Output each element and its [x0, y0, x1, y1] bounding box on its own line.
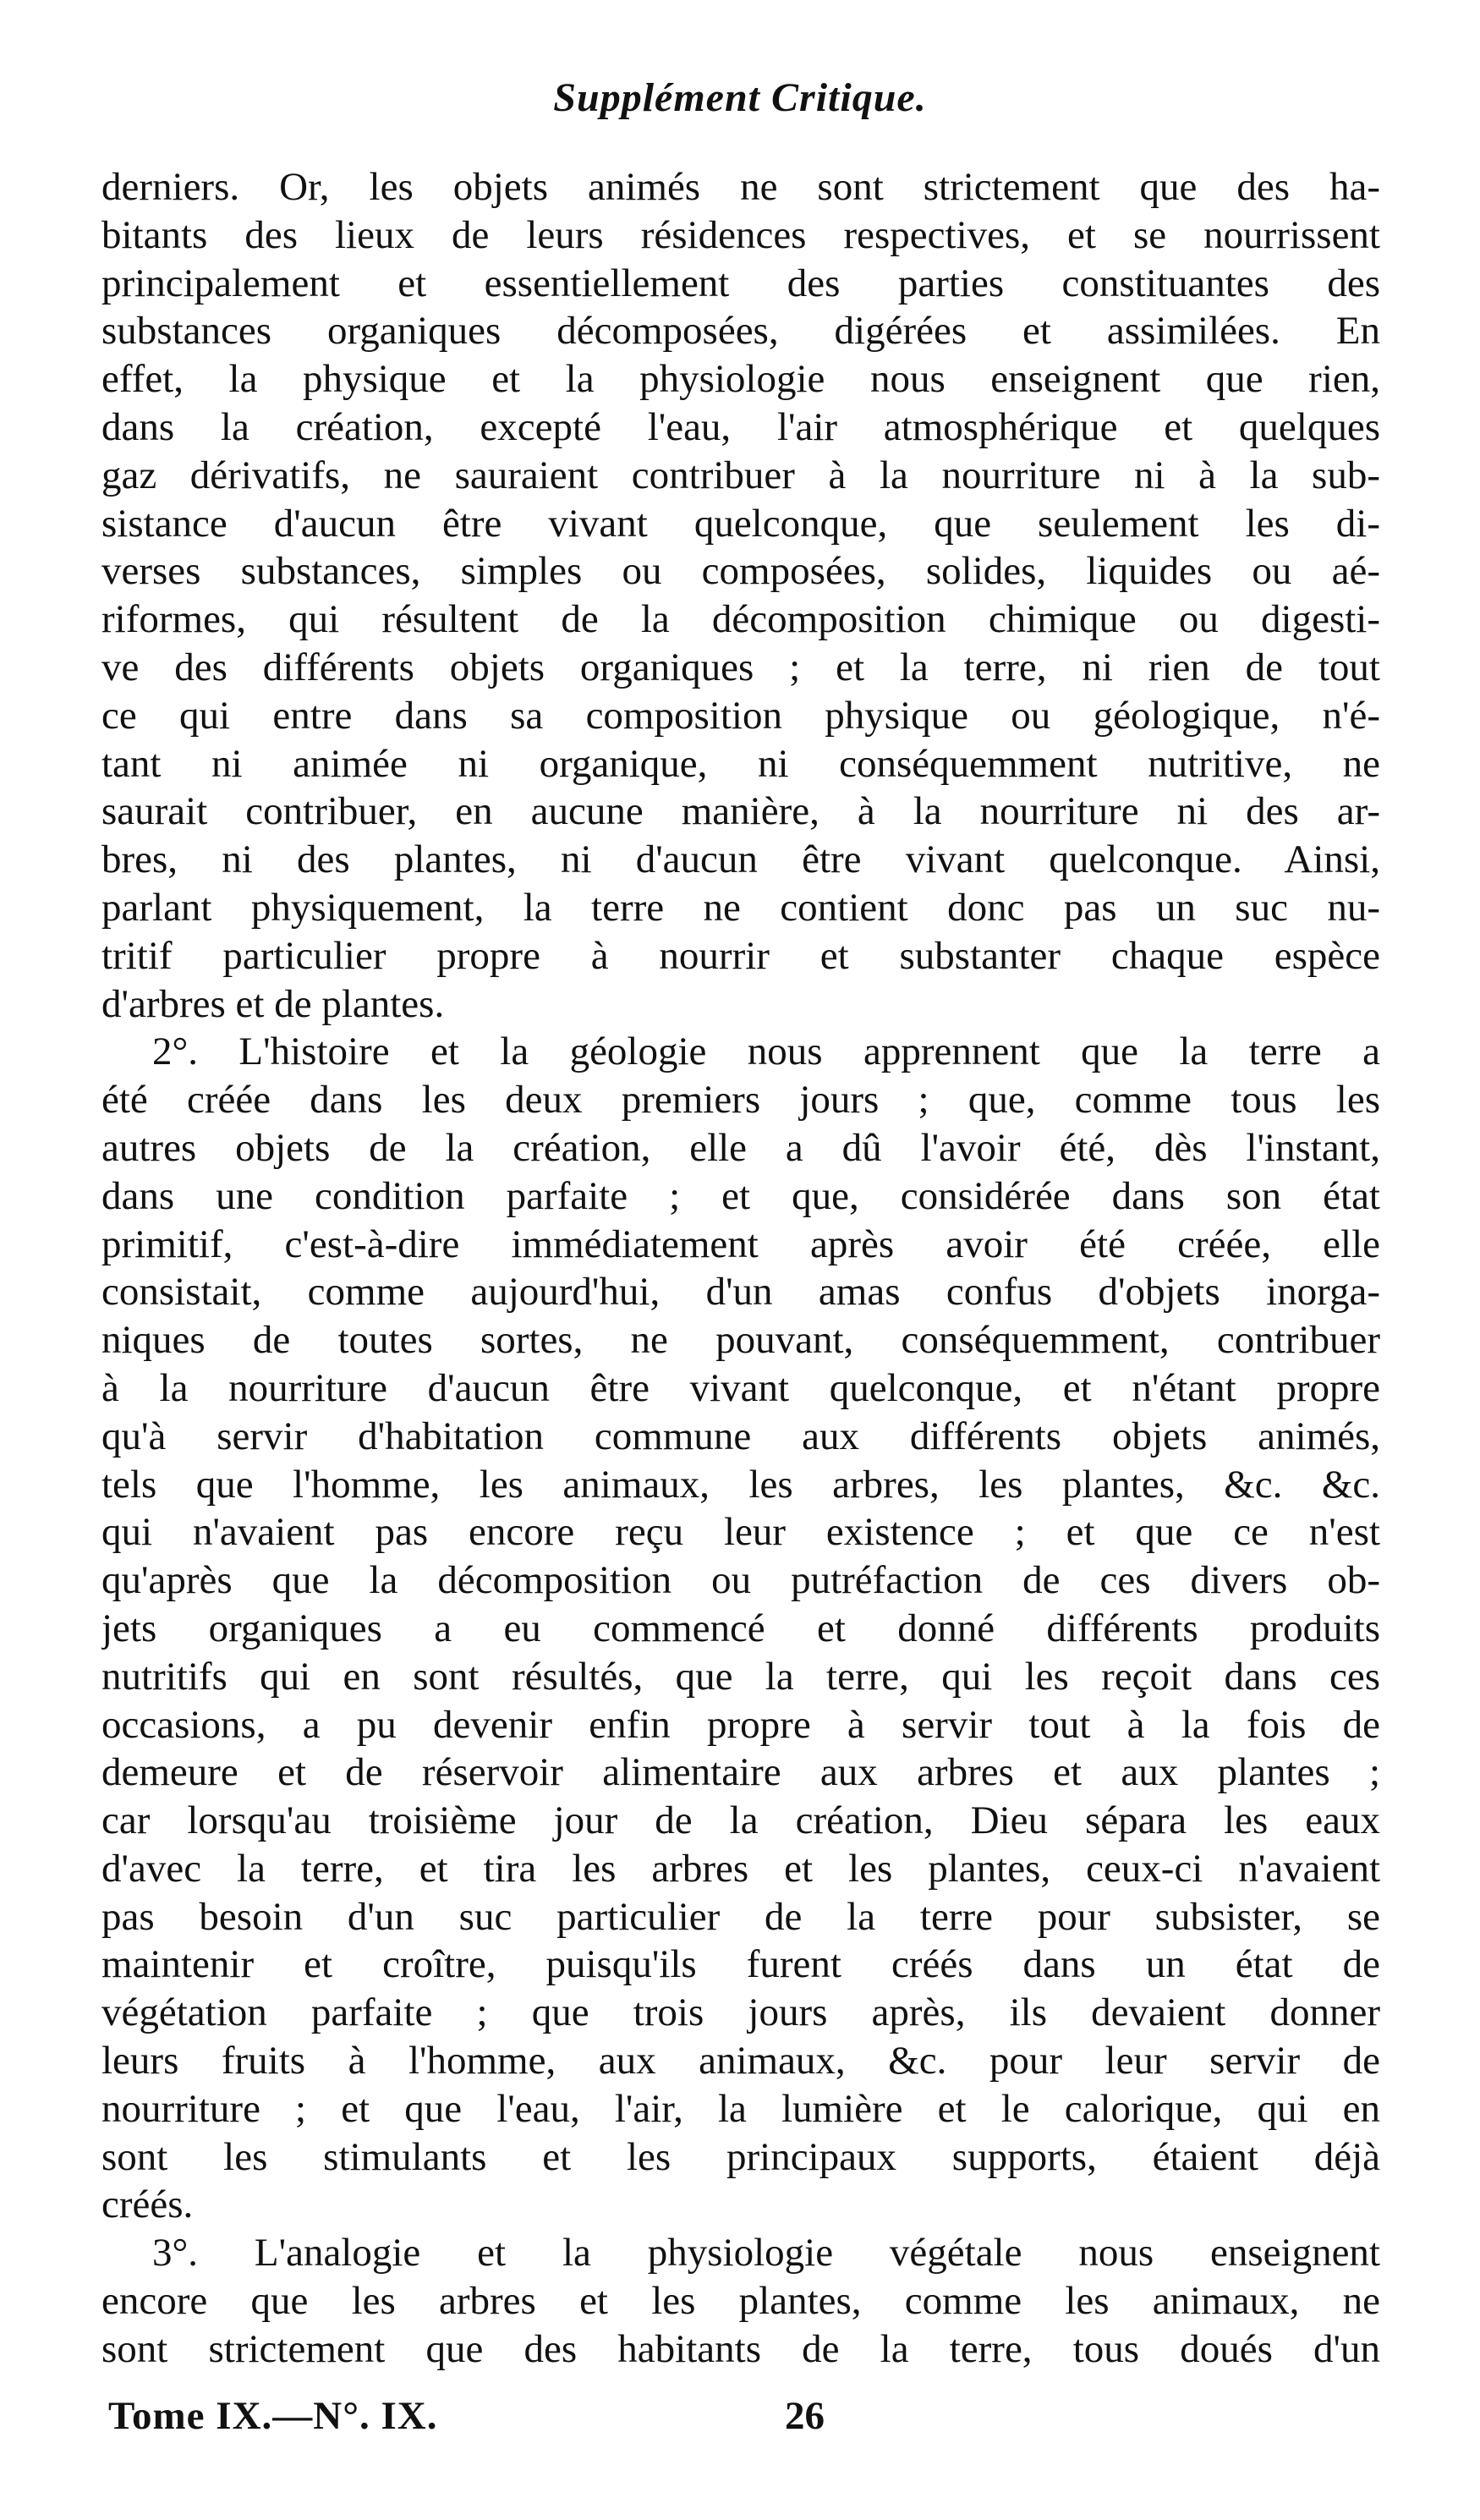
- text-line: verses substances, simples ou composées, solides, liquides ou aé-: [101, 549, 1380, 594]
- text-line: d'arbres et de plantes.: [101, 981, 445, 1026]
- text-line: consistait, comme aujourd'hui, d'un amas confus d'objets inorga-: [101, 1270, 1380, 1315]
- signature-mark: Tome IX.—N°. IX.: [108, 2394, 438, 2438]
- text-line: créés.: [101, 2182, 194, 2227]
- text-line: qui n'avaient pas encore reçu leur existence ; et que ce n'est: [101, 1510, 1380, 1555]
- text-line: 3°. L'analogie et la physiologie végétale nous enseignent: [152, 2231, 1380, 2276]
- text-line: bres, ni des plantes, ni d'aucun être vivant quelconque. Ainsi,: [101, 837, 1380, 882]
- text-line: à la nourriture d'aucun être vivant quelconque, et n'étant propre: [101, 1365, 1380, 1410]
- text-line: derniers. Or, les objets animés ne sont strictement que des ha-: [101, 165, 1380, 209]
- text-line: ce qui entre dans sa composition physique ou géologique, n'é-: [101, 693, 1380, 738]
- text-line: été créée dans les deux premiers jours ; que, comme tous les: [101, 1078, 1380, 1123]
- text-line: dans la création, excepté l'eau, l'air atmosphérique et quelques: [101, 404, 1380, 449]
- text-line: sistance d'aucun être vivant quelconque, que seulement les di-: [101, 501, 1380, 546]
- text-line: sont les stimulants et les principaux supports, étaient déjà: [101, 2134, 1380, 2179]
- text-line: primitif, c'est-à-dire immédiatement après avoir été créée, elle: [101, 1222, 1380, 1266]
- text-line: nourriture ; et que l'eau, l'air, la lumière et le calorique, qui en: [101, 2086, 1380, 2131]
- text-line: car lorsqu'au troisième jour de la création, Dieu sépara les eaux: [101, 1798, 1380, 1843]
- text-line: gaz dérivatifs, ne sauraient contribuer à la nourriture ni à la sub-: [101, 453, 1380, 497]
- text-line: bitants des lieux de leurs résidences respectives, et se nourrissent: [101, 212, 1380, 257]
- text-line: tritif particulier propre à nourrir et substanter chaque espèce: [101, 933, 1380, 978]
- page-number: 26: [785, 2394, 825, 2438]
- text-line: ve des différents objets organiques ; et la terre, ni rien de tout: [101, 645, 1380, 689]
- text-line: tant ni animée ni organique, ni conséquemment nutritive, ne: [101, 741, 1380, 786]
- body-text: [101, 163, 1380, 2374]
- text-line: encore que les arbres et les plantes, comme les animaux, ne: [101, 2279, 1380, 2324]
- page-footer: [108, 2391, 954, 2441]
- text-line: autres objets de la création, elle a dû l'avoir été, dès l'instant,: [101, 1125, 1380, 1170]
- text-line: pas besoin d'un suc particulier de la terre pour subsister, se: [101, 1894, 1380, 1939]
- text-line: tels que l'homme, les animaux, les arbres, les plantes, &c. &c.: [101, 1462, 1380, 1507]
- text-line: effet, la physique et la physiologie nous enseignent que rien,: [101, 357, 1380, 402]
- text-line: riformes, qui résultent de la décomposition chimique ou digesti-: [101, 597, 1380, 642]
- text-line: leurs fruits à l'homme, aux animaux, &c. pour leur servir de: [101, 2039, 1380, 2084]
- text-line: dans une condition parfaite ; et que, considérée dans son état: [101, 1173, 1380, 1218]
- text-line: maintenir et croître, puisqu'ils furent créés dans un état de: [101, 1942, 1380, 1987]
- text-line: jets organiques a eu commencé et donné différents produits: [101, 1606, 1380, 1650]
- text-line: qu'à servir d'habitation commune aux différents objets animés,: [101, 1414, 1380, 1458]
- text-line: d'avec la terre, et tira les arbres et les plantes, ceux-ci n'avaient: [101, 1846, 1380, 1891]
- text-line: occasions, a pu devenir enfin propre à servir tout à la fois de: [101, 1702, 1380, 1747]
- text-line: qu'après que la décomposition ou putréfaction de ces divers ob-: [101, 1558, 1380, 1603]
- text-line: parlant physiquement, la terre ne contient donc pas un suc nu-: [101, 885, 1380, 930]
- text-line: saurait contribuer, en aucune manière, à la nourriture ni des ar-: [101, 789, 1380, 834]
- text-line: demeure et de réservoir alimentaire aux arbres et aux plantes ;: [101, 1750, 1380, 1795]
- text-line: nutritifs qui en sont résultés, que la terre, qui les reçoit dans ces: [101, 1654, 1380, 1699]
- text-line: 2°. L'histoire et la géologie nous apprennent que la terre a: [152, 1029, 1380, 1074]
- running-head: Supplément Critique.: [553, 75, 927, 120]
- text-line: sont strictement que des habitants de la terre, tous doués d'un: [101, 2326, 1380, 2371]
- text-line: niques de toutes sortes, ne pouvant, conséquemment, contribuer: [101, 1318, 1380, 1363]
- text-line: substances organiques décomposées, digérées et assimilées. En: [101, 309, 1380, 354]
- text-line: principalement et essentiellement des parties constituantes des: [101, 261, 1380, 305]
- text-line: végétation parfaite ; que trois jours après, ils devaient donner: [101, 1990, 1380, 2035]
